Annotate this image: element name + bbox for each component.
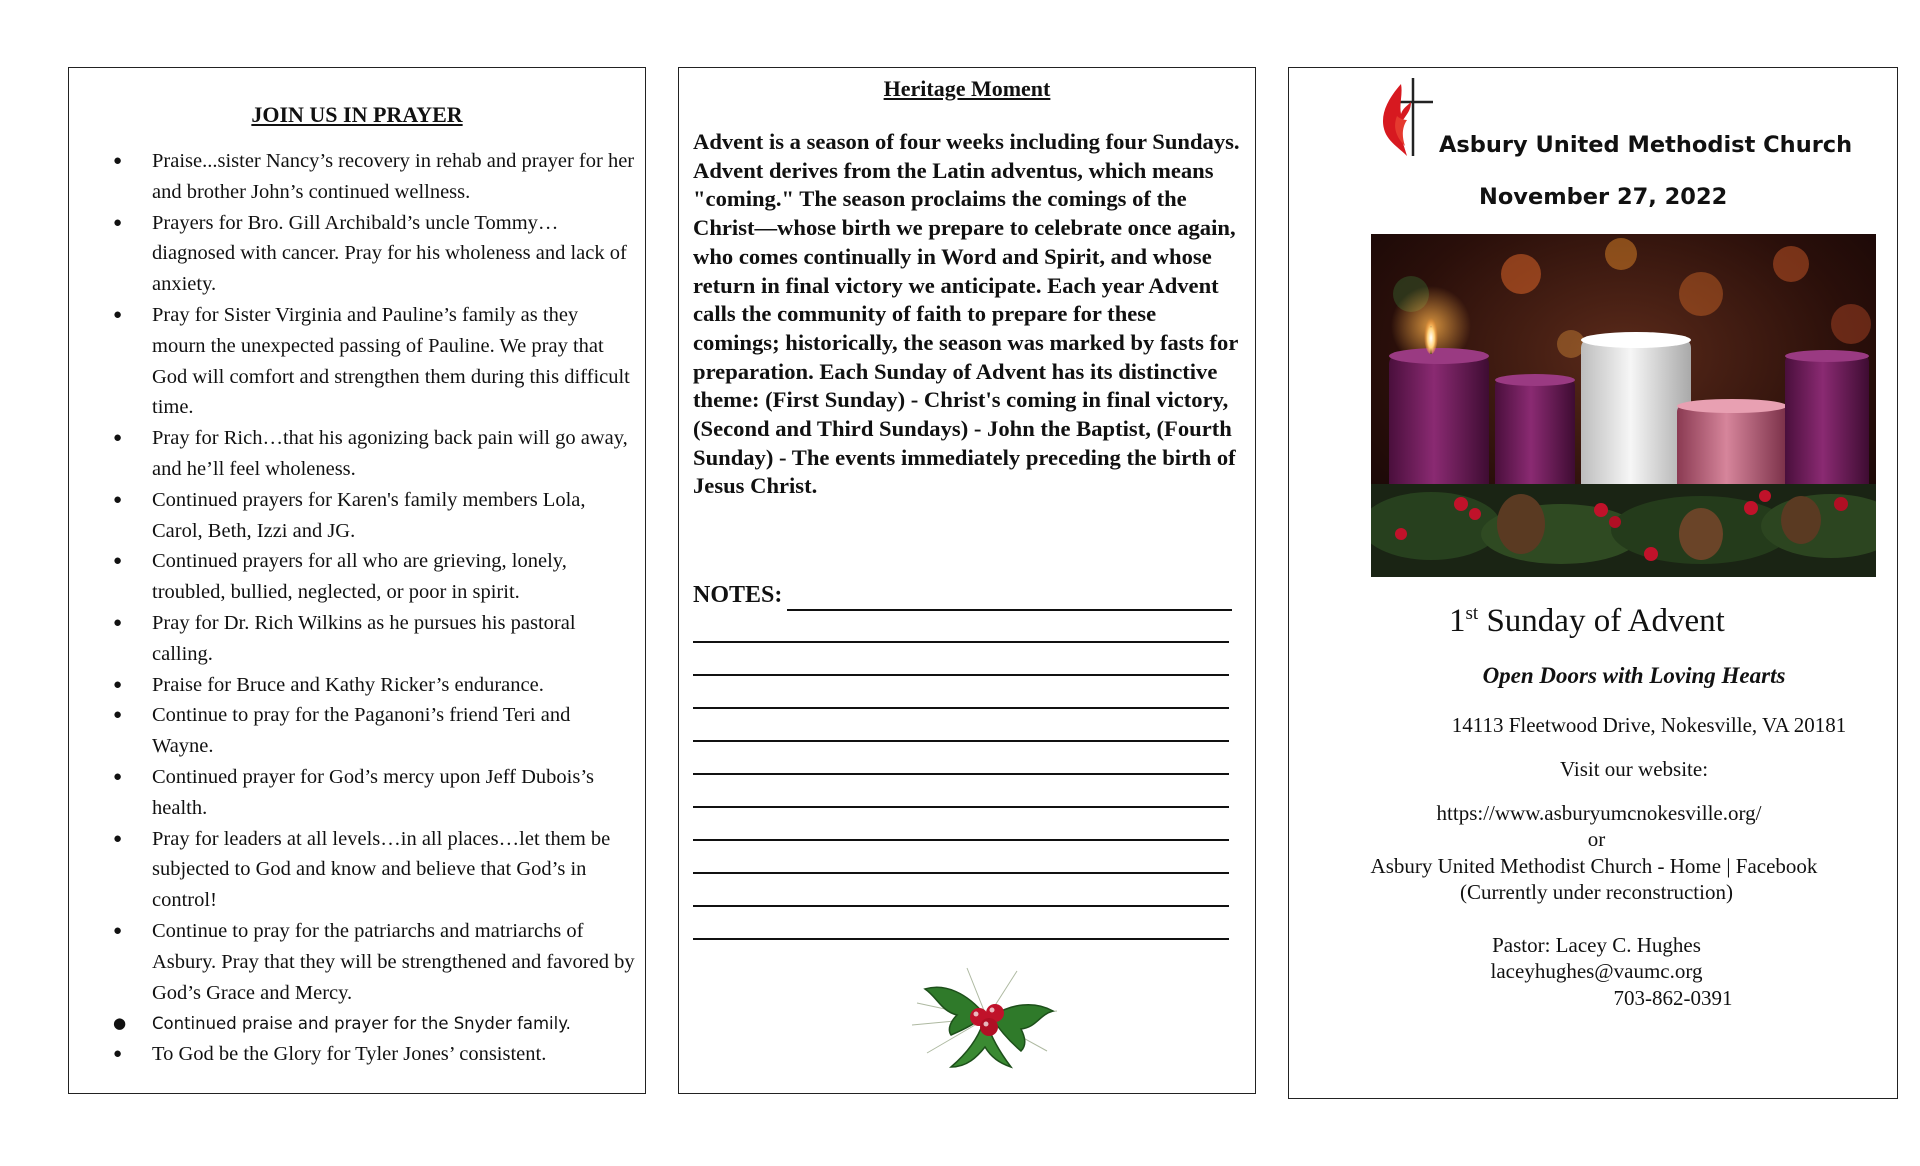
note-line [693, 839, 1229, 841]
note-line [693, 740, 1229, 742]
note-line [693, 905, 1229, 907]
list-item: ● Continue to pray for the patriarchs and matriarchs of Asbury. Pray that they will be strengthened and favored by God’s Grace and Mercy. [113, 916, 635, 1008]
bullet-icon: ● [113, 153, 123, 169]
visit-website-label: Visit our website: [1559, 757, 1709, 781]
bullet-icon: ● [113, 553, 123, 570]
list-item: ● Pray for Sister Virginia and Pauline’s family as they mourn the unexpected passing of Pauline. We pray that God will comfort and strengthen them during this difficult time. [113, 300, 635, 423]
list-item: ● Praise...sister Nancy’s recovery in rehab and prayer for her and brother John’s continued wellness. [113, 146, 635, 208]
note-line [693, 707, 1229, 709]
note-line [693, 641, 1229, 643]
bullet-icon: ● [113, 1014, 127, 1033]
bullet-icon: ● [113, 676, 123, 693]
or-label: or [1587, 827, 1606, 851]
bullet-icon: ● [113, 306, 123, 323]
list-item: ● Continued prayers for all who are grieving, lonely, troubled, bullied, neglected, or poor in spirit. [113, 546, 635, 608]
list-item: ● Pray for leaders at all levels…in all places…let them be subjected to God and know and believe that God’s in control! [113, 824, 635, 916]
prayer-title: JOIN US IN PRAYER [251, 102, 463, 127]
reconstruction-note: (Currently under reconstruction) [1460, 880, 1733, 904]
heritage-panel [678, 67, 1256, 1094]
website-link[interactable]: https://www.asburyumcnokesville.org/ [1436, 801, 1762, 825]
pastor-email[interactable]: laceyhughes@vaumc.org [1490, 959, 1703, 983]
bullet-icon: ● [113, 830, 123, 847]
bullet-icon: ● [113, 707, 123, 724]
notes-label: NOTES: [693, 582, 783, 608]
heritage-title: Heritage Moment [883, 76, 1051, 101]
bullet-icon: ● [113, 214, 123, 231]
note-line [693, 938, 1229, 940]
theme-text: Open Doors with Loving Hearts [1482, 663, 1786, 688]
bullet-icon: ● [113, 614, 123, 631]
church-name: Asbury United Methodist Church [1439, 132, 1853, 158]
pastor-name: Pastor: Lacey C. Hughes [1492, 933, 1701, 957]
bulletin-date: November 27, 2022 [1479, 184, 1728, 210]
cross-and-flame-logo-icon [1377, 76, 1435, 158]
list-item: ● To God be the Glory for Tyler Jones’ consistent. [113, 1039, 635, 1070]
prayer-list [113, 146, 635, 1070]
list-item: ● Continue to pray for the Paganoni’s friend Teri and Wayne. [113, 700, 635, 762]
list-item: ● Continued prayer for God’s mercy upon Jeff Dubois’s health. [113, 762, 635, 824]
list-item: ● Continued prayers for Karen's family members Lola, Carol, Beth, Izzi and JG. [113, 485, 635, 547]
list-item: ● Pray for Dr. Rich Wilkins as he pursues his pastoral calling. [113, 608, 635, 670]
note-line [693, 773, 1229, 775]
bullet-icon: ● [113, 768, 123, 785]
phone-number: 703-862-0391 [1613, 986, 1733, 1010]
heritage-text: Advent is a season of four weeks including four Sundays. Advent derives from the Latin adventus, which means "coming." The season proclaims the comings of the Christ—whose birth we prepare to celebrate once again, who comes continually in Word and Spirit, and whose return in final victory we anticipate. Each year Advent calls the community of faith to prepare for these comings; historically, the season was marked by fasts for preparation. Each Sunday of Advent has its distinctive theme: (First Sunday) - Christ's coming in final victory, (Second and Third Sundays) - John the Baptist, (Fourth Sunday) - The events immediately preceding the birth of Jesus Christ. [693, 129, 1240, 499]
advent-candles-photo [1371, 234, 1876, 577]
note-line [693, 674, 1229, 676]
bullet-icon: ● [113, 430, 123, 447]
list-item: ● Continued praise and prayer for the Snyder family. [113, 1008, 635, 1039]
cover-panel [1288, 67, 1898, 1099]
bullet-icon: ● [113, 1046, 123, 1063]
list-item: ● Praise for Bruce and Kathy Ricker’s endurance. [113, 670, 635, 701]
bullet-icon: ● [113, 491, 123, 508]
note-line [693, 806, 1229, 808]
prayer-panel [68, 67, 646, 1094]
holly-icon [907, 963, 1067, 1073]
note-line [787, 609, 1232, 611]
bullet-icon: ● [113, 922, 123, 939]
list-item: ● Prayers for Bro. Gill Archibald’s uncle Tommy…diagnosed with cancer. Pray for his wholeness and lack of anxiety. [113, 208, 635, 300]
advent-title: 1st Sunday of Advent [1449, 603, 1725, 639]
address: 14113 Fleetwood Drive, Nokesville, VA 20181 [1451, 713, 1847, 737]
facebook-link[interactable]: Asbury United Methodist Church - Home | Facebook [1370, 854, 1818, 878]
list-item: ● Pray for Rich…that his agonizing back pain will go away, and he’ll feel wholeness. [113, 423, 635, 485]
note-line [693, 872, 1229, 874]
